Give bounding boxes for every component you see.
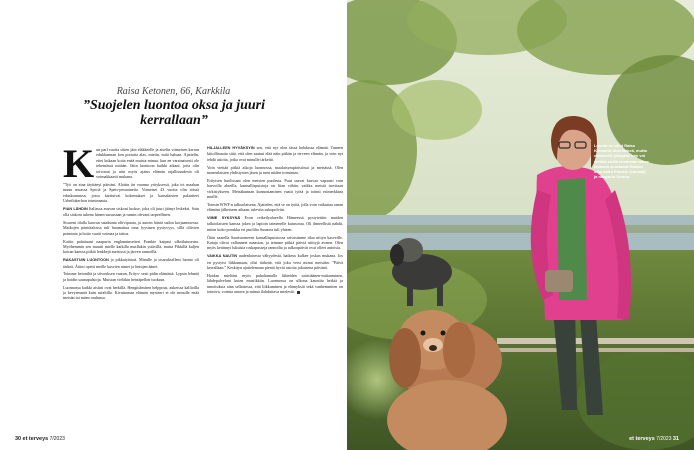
paragraph-text: Luonnossa kaikki aistini ovat herkillä. Hengittämisen helppous, aukeissa kallioilla ja kevyemmät kuin asfaltilla. Kivuttoman elämän mysteeri ei ole minulle enää metsän tai mäen rauhassa. <box>63 284 199 301</box>
paragraph-text: Italiassa asuvan siskoni luokse, joka oli juuri jäänyt leskeksi. Sain olla siskoni tukena hänen surussaan ja tunsin olevani tarpeellinen. <box>63 205 200 218</box>
paragraph <box>63 239 199 255</box>
paragraph <box>207 215 343 232</box>
photo-caption: Luonto on ollut Raisa Ketoselle aina tärkeä, mutta eläkkeelle jäätyään hän voi viettää siellä enemmän aikaa. Mukana seuraavat Raisan oma koira Frankie (edessä) ja naapurin Donna. <box>594 143 650 180</box>
paragraph <box>63 141 199 186</box>
paragraph-text: Hoidan mieltäni myös puhaltamalla lähteiden sointiäänen-mittaaminen, lähdepalveluni kuten musiikkiin. Luonnossa on ulkona kauniita hetkiä ja innoituksia aina sellaisessa, että liikkuminen ja elämyksiä sekä vanhemmiten on toimiva, voimia antava ja minua ilahduttava mielestä. <box>207 272 343 295</box>
paragraph-text: ”Työ on aina täyttänyt päiväni. Aloitin ön vuonna yrityksessä, joka toi maahan muun muassa Spiciä ja Spets-pesuaineita. Viimeiset 43 vuotta olin töissä eduskunnassa, jossa karttuivat kokemukset ja kansalaisten palautteet Urheilukerhon toiminnasta. <box>63 181 199 204</box>
paragraph-lead: PIAN LÄHDIN <box>63 206 88 211</box>
page-number: 30 <box>15 436 22 442</box>
issue-number: 7/2023 <box>49 436 65 442</box>
paragraph <box>207 165 343 176</box>
paragraph-text: Ötön saarella Saaristomeren kansallispuistossa raivasimme tilaa niityn kasveille. Kataja olivat vallanneet maaston, ja teimme pitkiä päiviä niittyjä avaten. Olen myös kerännyt lukuisia roskapusseja rannoilta ja talkoopäivät ovat olleet antoisia. <box>207 234 343 251</box>
body-column-2 <box>207 145 343 297</box>
paragraph-text: uudenlaisesta vähyydestä, haikeus kulkee joskus mukana. Jos en pystyisi liikkumaan, olisi tärkeää, että joku veisi minut metsään. ”Päivä kerrallaan.” Keskityn ajattelemaan pieniä hyviä asioita jokaisena päivänä. <box>207 253 344 271</box>
paragraph-lead: RAKASTUIN LUONTOON <box>63 258 109 263</box>
paragraph-text: un parl vuotta sitten jäin eläkkeelle ja aiselin viimeisen kerran edukkunnan kon portaita alas, mietin, mitä haluan. Ajattelin, ettei kukaan koita enää muista minua, kun en varsinaisesti ole tekemässä mitään. Jätin luontoon kaikki aikani, joita olin toivonut ja niin myös ajatus elämän rajallisuudesta oli voimakkaasti mukana. <box>96 147 199 180</box>
paragraph <box>63 206 199 218</box>
paragraph <box>63 257 199 269</box>
article-kicker: Raisa Ketonen, 66, Karkkila <box>116 86 231 97</box>
paragraph-text: Evon retkeilyalueella Hämeessä pystytettiin muiden talkoolaisten kanssa jokea ja lapioin taimenelle kutusoraa. Oli ihmeellistä nähdä, miten koko porukka eri puolilta Suomea tuli yhteen. <box>207 215 344 232</box>
magazine-name: et terveys <box>629 436 655 442</box>
paragraph-lead: HILJALLEEN HYVÄKSYIN <box>207 146 255 150</box>
paragraph <box>63 220 199 236</box>
paragraph <box>207 253 343 270</box>
paragraph <box>207 145 343 162</box>
paragraph <box>63 285 199 301</box>
paragraph <box>207 178 343 200</box>
paragraph-text: Kotiin palattuani naapurin englanninsetteri Frankie kaipasi ulkoilutuseura. Myöhemmin sen muutti mielle kaikilla muillakin ystävillä, mutta Pikkillä kuljen koiran kanssa pitkiä lenkkejä metsissä ja järven rannoilla. <box>63 238 199 255</box>
folio-right <box>629 436 679 442</box>
paragraph-text: Sisareni tilalla kaavan satakunta oliivipuuta, ja autoin häntä sadon korjaamisessa. Matkojen pöntötalossa tuli huomattua oma fyysinen pystyvyys, sillä oliivien poiminta ja hoito vaatii voimaa ja taitoa. <box>63 220 199 236</box>
magazine-name: et terveys <box>22 436 49 442</box>
drop-cap: K <box>63 141 95 186</box>
paragraph <box>207 273 343 295</box>
paragraph <box>207 235 343 251</box>
paragraph <box>207 202 343 213</box>
end-mark-icon <box>297 291 300 294</box>
page-number: 31 <box>672 436 679 442</box>
portrait-photo <box>347 0 694 450</box>
folio-left <box>15 436 65 442</box>
article-headline: ”Suojelen luontoa oksa ja juuri kerrallaan” <box>82 98 266 128</box>
paragraph-text: sen, että nyt olen tässä kohdassa elämää. Tunnen kiitollisuutta siitä, että olen saanut elää näin pitkän ja terveen elämän, ja voin nyt tehdä asioita, jotka ovat minulle tärkeitä. <box>207 145 343 162</box>
right-page <box>347 0 694 450</box>
paragraph-lead: VAIKKA NAUTIN <box>207 254 238 259</box>
paragraph-text: Erityisen huolissani olen metsien puolesta. Puut saavat kasvaa vapaasti vain harvoilla alueilla, kunnallispuistoja on liian vähän, vaikka metsiä tarvitaan virkistykseen. Metsäkunnan kunnostaminen vaatii työtä ja toimii esimerkkinä muille. <box>207 177 343 200</box>
paragraph-lead: VIIME SYKSYNÄ <box>207 216 241 221</box>
body-column-1 <box>63 141 200 303</box>
paragraph <box>63 182 199 204</box>
paragraph-text: Toimin WWF:n talkoolaisena. Ajattelen, että se on työtä, jolla voin vaikuttaa oman elämäni jälkeiseen aikaan, tuleviin sukupolviin. <box>207 201 343 213</box>
paragraph-text: jo pikkutyttönä. Minulle ja sisarukselleni luonto oli tärkeä. Äitini opetti meille kasvien nimet ja lintujen äänet. <box>63 257 200 269</box>
paragraph-text: Toimme betoniltä ja siivouksen vaaran, Eritys- sesti pidin elämästä. Lypsin lehmiä ja hoidin saunapalstoja. Muistan vieläkin heinäpellon tuoksun. <box>63 271 199 282</box>
issue-number: 7/2023 <box>656 436 672 442</box>
paragraph-text: Voin viettää pitkiä aikoja luonnossa, maalaisympäristössä ja metsässä. Olen monenlaisten yhdistysten jäsen ja tuen niiden toimintaa. <box>207 164 343 176</box>
paragraph <box>63 271 199 282</box>
